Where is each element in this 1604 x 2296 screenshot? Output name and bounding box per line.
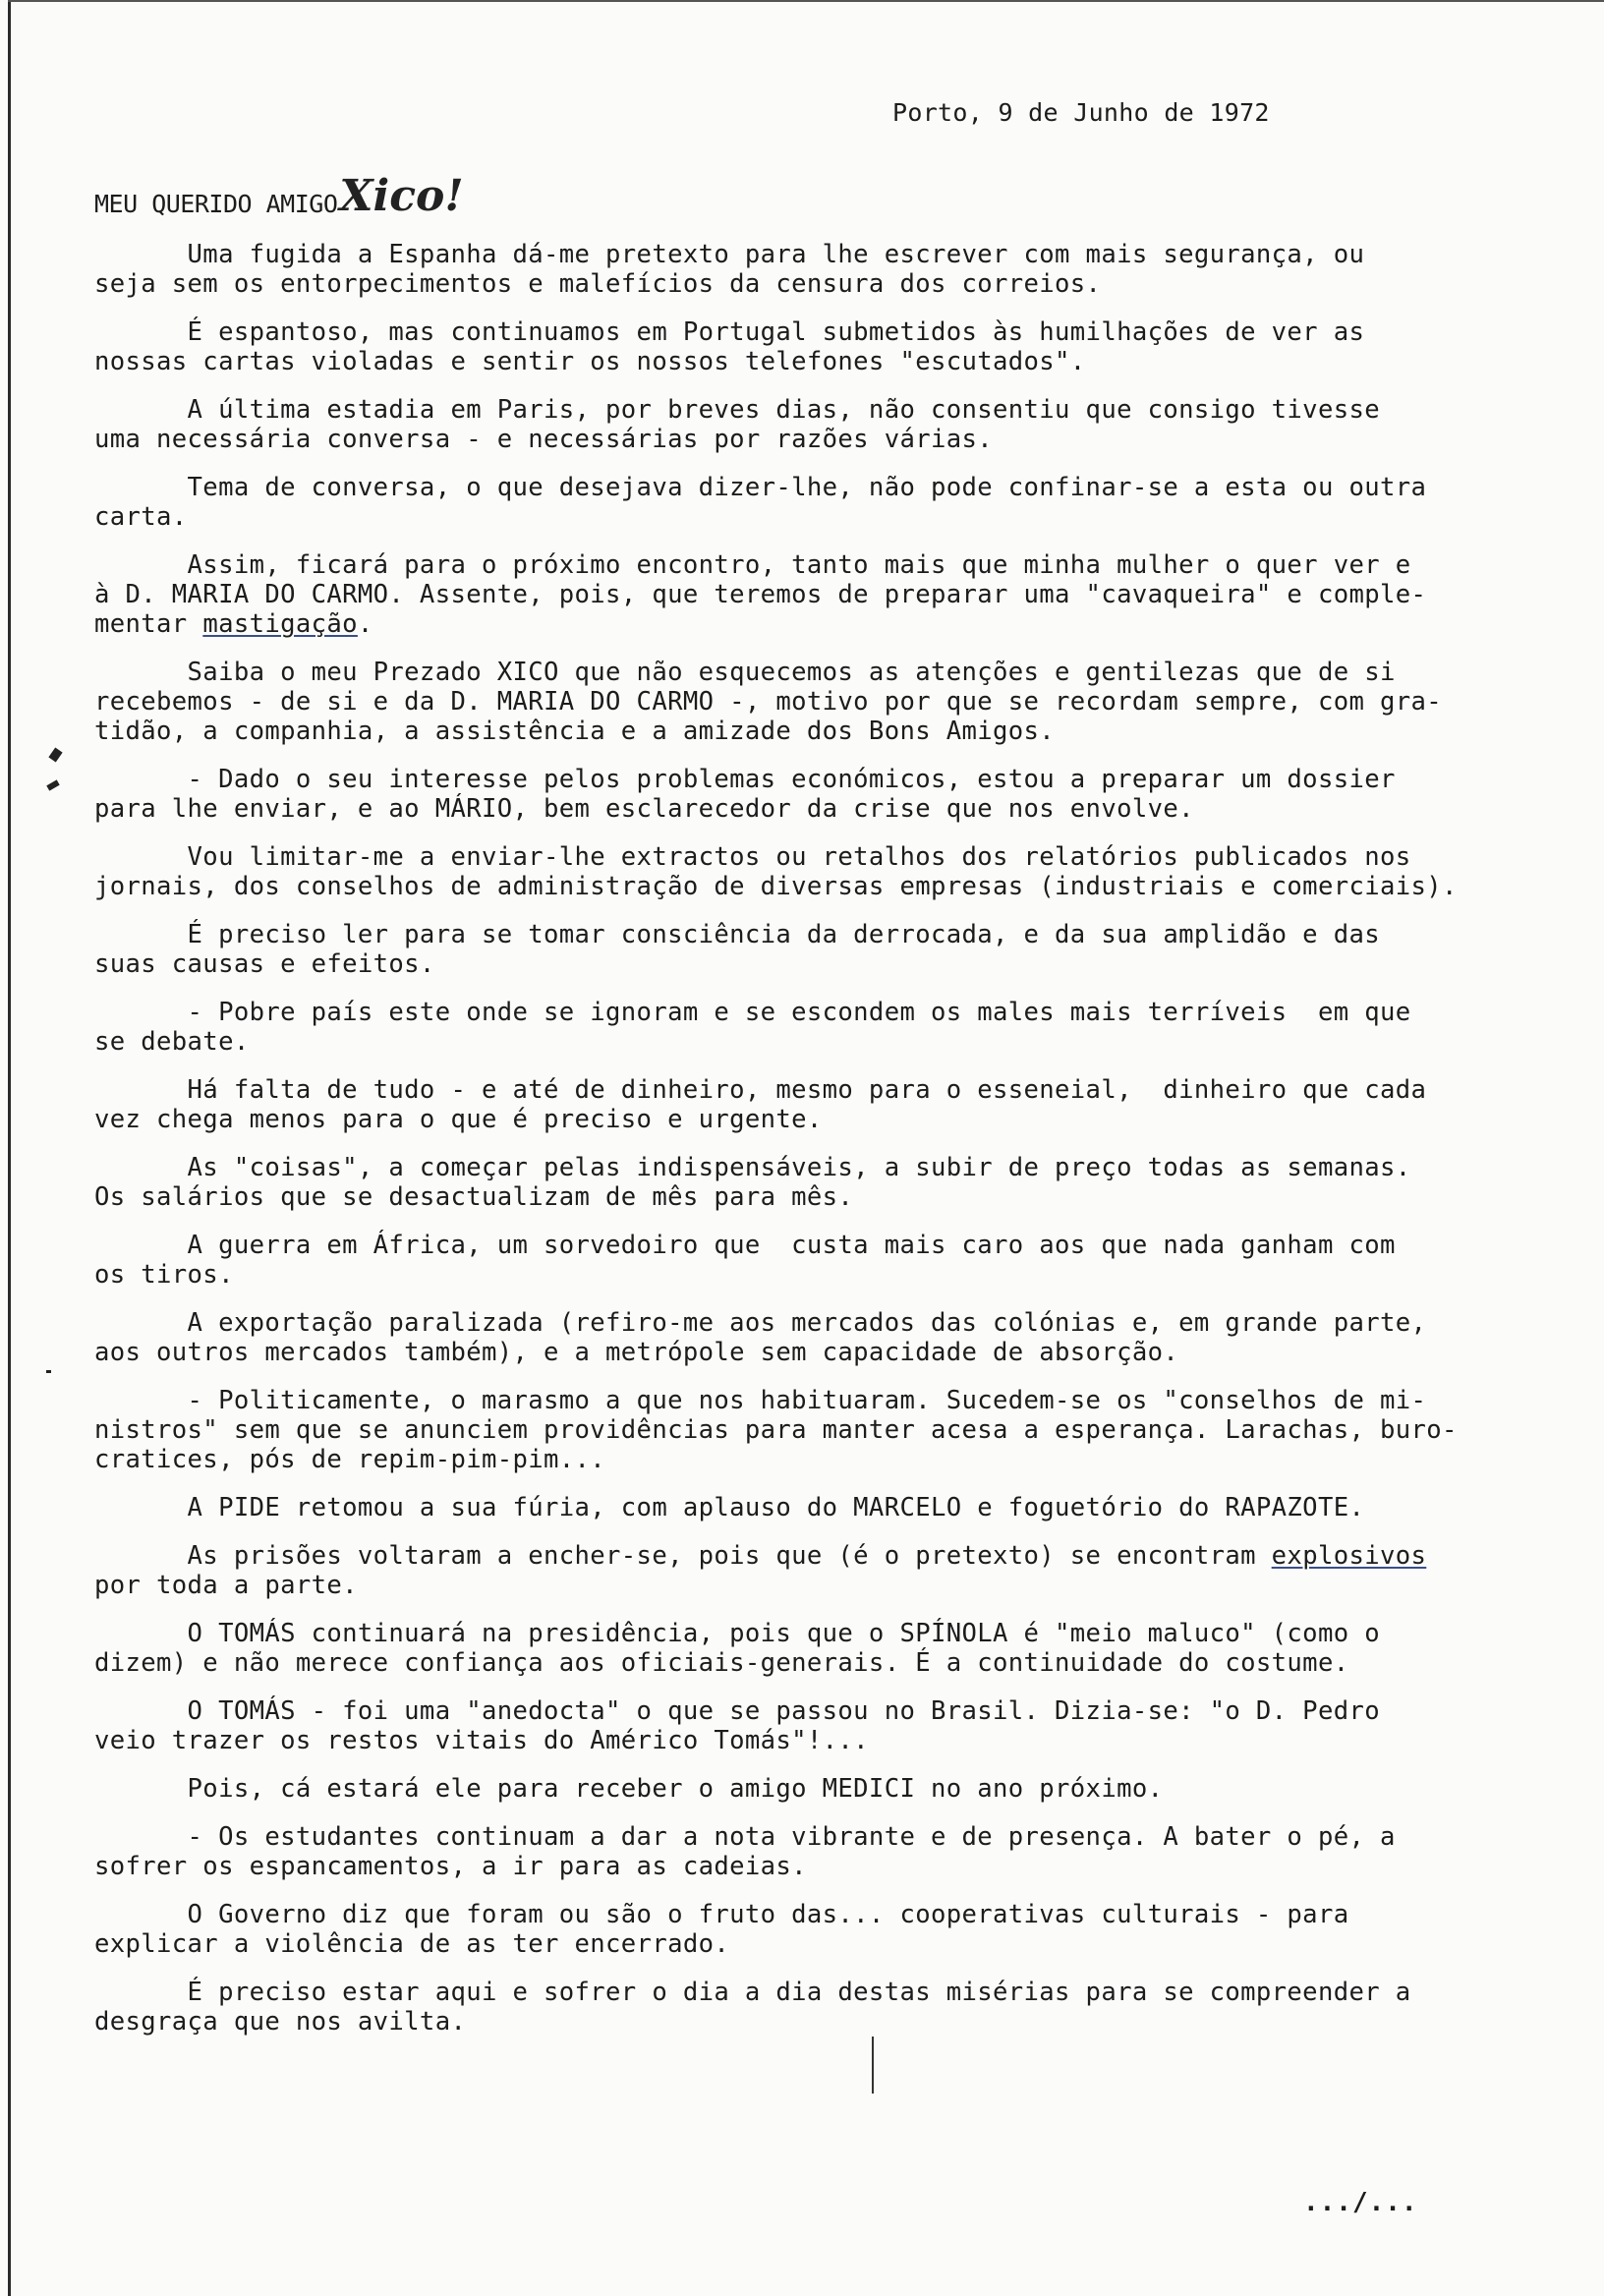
text-line — [94, 580, 1519, 609]
line-text: - Os estudantes continuam a dar a nota vibrante e de presença. A bater o pé, a — [94, 1822, 1396, 1852]
line-text: Assim, ficará para o próximo encontro, tanto mais que minha mulher o quer ver e — [94, 550, 1411, 580]
line-text: As "coisas", a começar pelas indispensáveis, a subir de preço todas as semanas. — [94, 1153, 1411, 1182]
line-text: - Dado o seu interesse pelos problemas económicos, estou a preparar um dossier — [94, 765, 1396, 794]
text-line — [94, 765, 1519, 794]
line-text: Tema de conversa, o que desejava dizer-lhe, não pode confinar-se a esta ou outra — [94, 473, 1427, 502]
text-line — [94, 240, 1519, 269]
paragraph — [94, 1978, 1519, 2037]
text-line — [94, 794, 1519, 824]
text-line — [94, 1075, 1519, 1105]
paragraph — [94, 1696, 1519, 1755]
line-text: A PIDE retomou a sua fúria, com aplauso do MARCELO e foguetório do RAPAZOTE. — [94, 1493, 1365, 1522]
paragraph — [94, 998, 1519, 1057]
text-line — [94, 1726, 1519, 1755]
text-line — [94, 395, 1519, 425]
paragraph — [94, 658, 1519, 746]
paragraph — [94, 1493, 1519, 1522]
text-line — [94, 872, 1519, 901]
line-text: seja sem os entorpecimentos e malefícios da censura dos correios. — [94, 269, 1102, 299]
paragraph — [94, 473, 1519, 532]
paragraph — [94, 550, 1519, 639]
line-text: vez chega menos para o que é preciso e urgente. — [94, 1105, 823, 1134]
paragraph — [94, 765, 1519, 824]
paragraph — [94, 1774, 1519, 1804]
text-line — [94, 317, 1519, 347]
text-line — [94, 1105, 1519, 1134]
text-line — [94, 609, 1519, 639]
line-text: É espantoso, mas continuamos em Portugal submetidos às humilhações de ver as — [94, 317, 1365, 347]
line-text: aos outros mercados também), e a metrópole sem capacidade de absorção. — [94, 1338, 1179, 1367]
paragraph — [94, 1231, 1519, 1290]
line-text: Há falta de tudo - e até de dinheiro, mesmo para o esseneial, dinheiro que cada — [94, 1075, 1427, 1105]
margin-mark — [46, 779, 59, 790]
line-text: O Governo diz que foram ou são o fruto das... cooperativas culturais - para — [94, 1900, 1349, 1929]
line-text: A guerra em África, um sorvedoiro que custa mais caro aos que nada ganham com — [94, 1231, 1396, 1260]
line-text: O TOMÁS - foi uma "anedocta" o que se passou no Brasil. Dizia-se: "o D. Pedro — [94, 1696, 1380, 1726]
salutation-handwritten: Xico! — [339, 171, 464, 221]
continuation-mark: .../... — [1303, 2188, 1418, 2217]
line-text: Vou limitar-me a enviar-lhe extractos ou retalhos dos relatórios publicados nos — [94, 842, 1411, 872]
text-line — [94, 473, 1519, 502]
text-line — [94, 1648, 1519, 1678]
paragraph — [94, 842, 1519, 901]
line-text: cratices, pós de repim-pim-pim... — [94, 1445, 606, 1474]
line-text: os tiros. — [94, 1260, 234, 1290]
paragraph — [94, 1619, 1519, 1678]
text-line — [94, 269, 1519, 299]
paragraph — [94, 1386, 1519, 1474]
text-line — [94, 1308, 1519, 1338]
line-text: Os salários que se desactualizam de mês para mês. — [94, 1182, 854, 1212]
line-text: à D. MARIA DO CARMO. Assente, pois, que teremos de preparar uma "cavaqueira" e comple- — [94, 580, 1427, 609]
margin-mark — [46, 1370, 51, 1373]
text-line — [94, 717, 1519, 746]
line-text: se debate. — [94, 1027, 250, 1057]
underlined-word: mastigação — [202, 609, 358, 639]
text-line — [94, 1445, 1519, 1474]
letter-body — [94, 240, 1519, 2055]
text-line — [94, 1852, 1519, 1881]
text-line — [94, 1338, 1519, 1367]
text-line — [94, 1541, 1519, 1571]
text-line — [94, 687, 1519, 717]
line-text: mentar — [94, 609, 203, 639]
line-text: veio trazer os restos vitais do Américo Tomás"!... — [94, 1726, 869, 1755]
line-text: carta. — [94, 502, 188, 532]
text-line — [94, 2007, 1519, 2037]
line-text: suas causas e efeitos. — [94, 949, 435, 979]
text-line — [94, 502, 1519, 532]
line-text: desgraça que nos avilta. — [94, 2007, 467, 2037]
line-text: A exportação paralizada (refiro-me aos mercados das colónias e, em grande parte, — [94, 1308, 1427, 1338]
text-line — [94, 1415, 1519, 1445]
line-text: - Pobre país este onde se ignoram e se escondem os males mais terríveis em que — [94, 998, 1411, 1027]
line-text: tidão, a companhia, a assistência e a amizade dos Bons Amigos. — [94, 717, 1056, 746]
text-line — [94, 1231, 1519, 1260]
line-text: nistros" sem que se anunciem providências para manter acesa a esperança. Larachas, buro- — [94, 1415, 1458, 1445]
paragraph — [94, 1075, 1519, 1134]
paragraph — [94, 1822, 1519, 1881]
text-line — [94, 1900, 1519, 1929]
text-line — [94, 1696, 1519, 1726]
margin-mark — [48, 748, 62, 763]
line-text: Pois, cá estará ele para receber o amigo MEDICI no ano próximo. — [94, 1774, 1164, 1804]
text-line — [94, 1153, 1519, 1182]
line-text: - Politicamente, o marasmo a que nos habituaram. Sucedem-se os "conselhos de mi- — [94, 1386, 1427, 1415]
line-text: jornais, dos conselhos de administração de diversas empresas (industriais e comerciais). — [94, 872, 1458, 901]
line-text: para lhe enviar, e ao MÁRIO, bem esclarecedor da crise que nos envolve. — [94, 794, 1194, 824]
page-edge-top — [8, 0, 1604, 2]
paragraph — [94, 240, 1519, 299]
line-text: por toda a parte. — [94, 1571, 358, 1600]
underlined-word: explosivos — [1271, 1541, 1427, 1571]
text-line — [94, 347, 1519, 376]
salutation — [94, 171, 464, 221]
line-text: recebemos - de si e da D. MARIA DO CARMO -, motivo por que se recordam sempre, com gra- — [94, 687, 1443, 717]
paragraph — [94, 920, 1519, 979]
text-line — [94, 842, 1519, 872]
paragraph — [94, 1153, 1519, 1212]
paragraph — [94, 395, 1519, 454]
line-text: A última estadia em Paris, por breves dias, não consentiu que consigo tivesse — [94, 395, 1380, 425]
text-line — [94, 949, 1519, 979]
line-text: É preciso ler para se tomar consciência da derrocada, e da sua amplidão e das — [94, 920, 1380, 949]
line-text: uma necessária conversa - e necessárias por razões várias. — [94, 425, 994, 454]
line-text: Saiba o meu Prezado XICO que não esquecemos as atenções e gentilezas que de si — [94, 658, 1396, 687]
text-line — [94, 1260, 1519, 1290]
text-line — [94, 920, 1519, 949]
text-line — [94, 1386, 1519, 1415]
line-tail: . — [357, 609, 373, 639]
paragraph — [94, 317, 1519, 376]
letter-date: Porto, 9 de Junho de 1972 — [892, 98, 1270, 127]
handwritten-insert-mark — [872, 2037, 874, 2094]
paragraph — [94, 1308, 1519, 1367]
line-text: Uma fugida a Espanha dá-me pretexto para lhe escrever com mais segurança, ou — [94, 240, 1365, 269]
line-text: É preciso estar aqui e sofrer o dia a dia destas misérias para se compreender a — [94, 1978, 1411, 2007]
line-text: nossas cartas violadas e sentir os nossos telefones "escutados". — [94, 347, 1086, 376]
text-line — [94, 1571, 1519, 1600]
page-edge-left — [8, 0, 11, 2296]
salutation-typed: MEU QUERIDO AMIGO — [94, 190, 338, 218]
text-line — [94, 550, 1519, 580]
line-text: sofrer os espancamentos, a ir para as cadeias. — [94, 1852, 807, 1881]
text-line — [94, 1822, 1519, 1852]
text-line — [94, 1929, 1519, 1959]
text-line — [94, 1774, 1519, 1804]
text-line — [94, 1619, 1519, 1648]
text-line — [94, 1493, 1519, 1522]
line-text: dizem) e não merece confiança aos oficiais-generais. É a continuidade do costume. — [94, 1648, 1349, 1678]
text-line — [94, 998, 1519, 1027]
line-text: O TOMÁS continuará na presidência, pois que o SPÍNOLA é "meio maluco" (como o — [94, 1619, 1380, 1648]
text-line — [94, 425, 1519, 454]
text-line — [94, 1978, 1519, 2007]
paragraph — [94, 1900, 1519, 1959]
text-line — [94, 1182, 1519, 1212]
line-text: explicar a violência de as ter encerrado. — [94, 1929, 730, 1959]
text-line — [94, 658, 1519, 687]
paragraph — [94, 1541, 1519, 1600]
line-text: As prisões voltaram a encher-se, pois que (é o pretexto) se encontram — [94, 1541, 1272, 1571]
text-line — [94, 1027, 1519, 1057]
